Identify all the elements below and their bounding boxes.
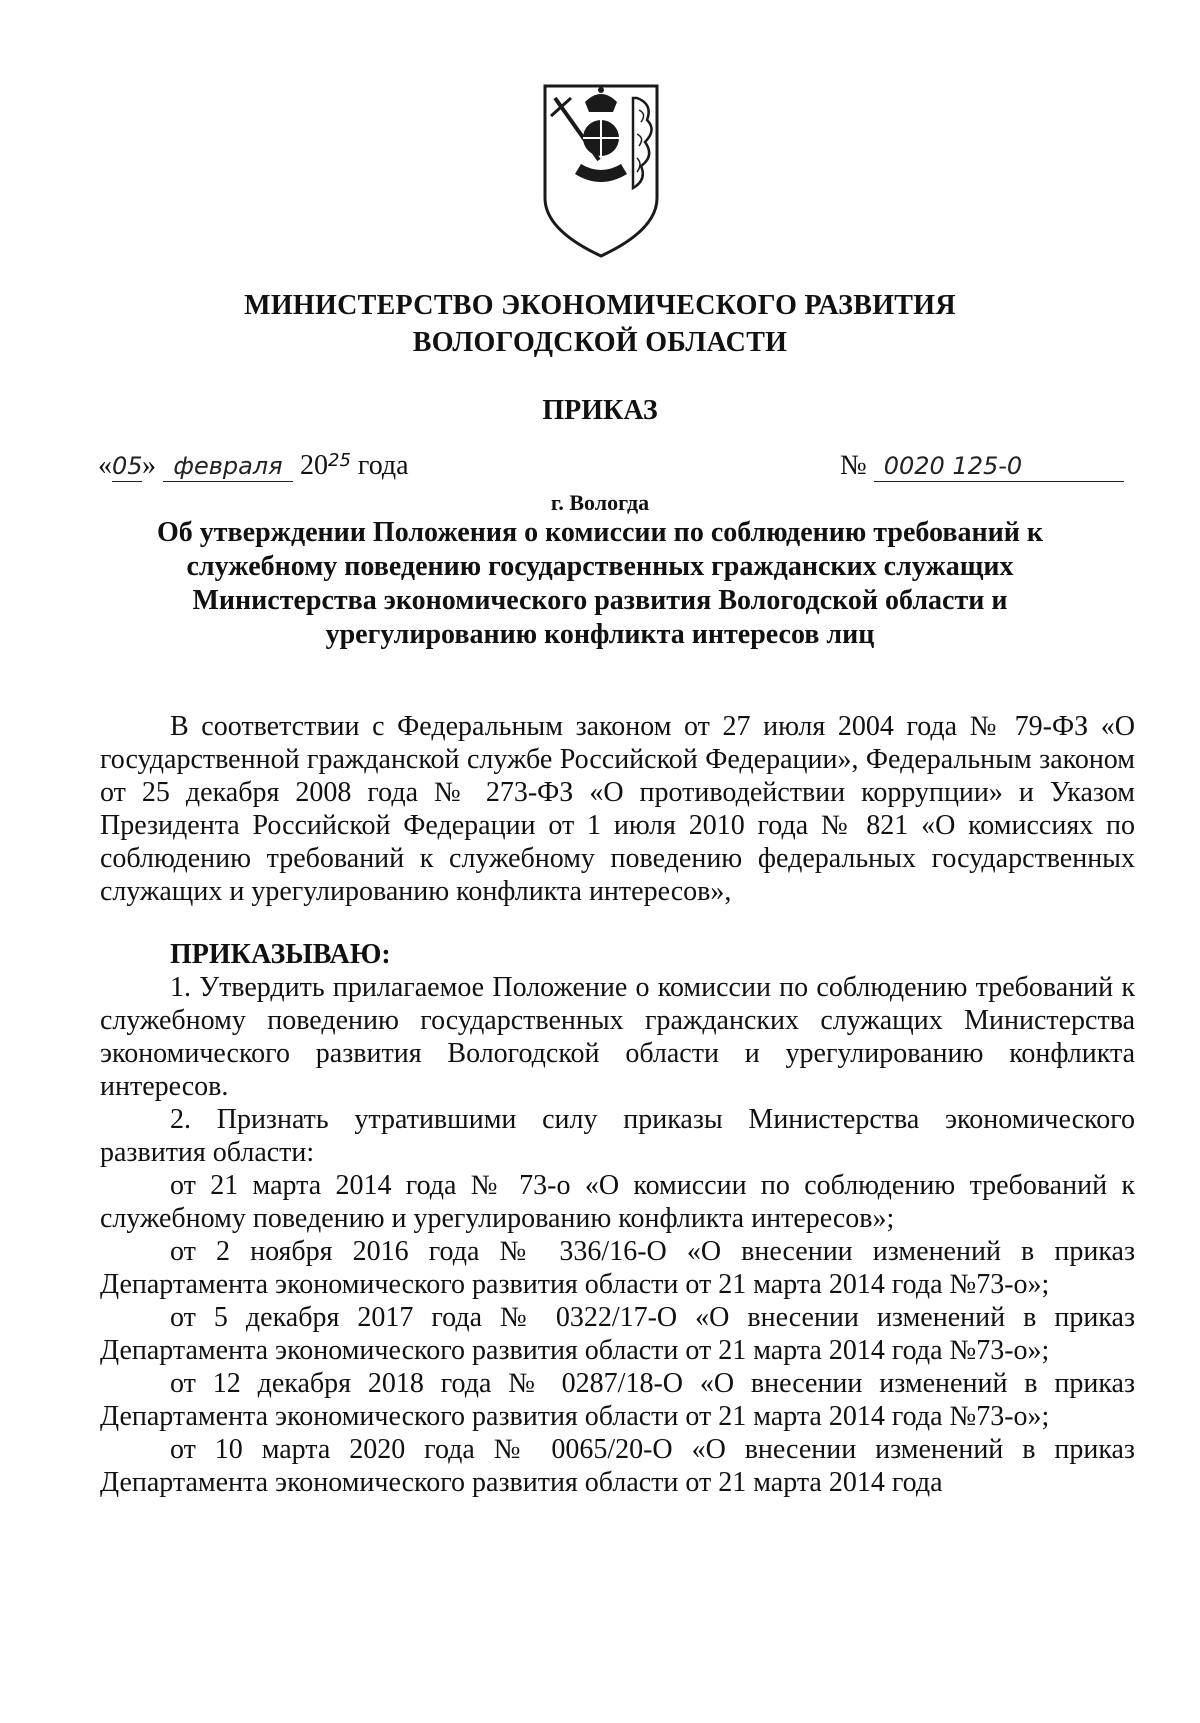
date-year-word: года <box>357 450 409 481</box>
order-date <box>98 450 409 482</box>
open-quote: « <box>98 450 112 481</box>
repealed-order: от 5 декабря 2017 года № 0322/17-О «О внесении изменений в приказ Департамента экономического развития области от 21 марта 2014 года №73-о»; <box>100 1302 1135 1366</box>
date-month: февраля <box>163 451 293 482</box>
order-item-2: 2. Признать утратившими силу приказы Министерства экономического развития области: <box>100 1104 1135 1168</box>
close-quote: » <box>142 450 156 481</box>
date-year-prefix: 20 <box>300 450 328 481</box>
date-year-suffix: 25 <box>328 450 351 471</box>
order-item-1: 1. Утвердить прилагаемое Положение о комиссии по соблюдению требований к служебному поведению государственных гражданских служащих Министерства экономического развития Вологодской области и урегулированию конфликта интересов. <box>100 972 1135 1102</box>
order-number <box>840 450 1124 482</box>
preamble-block <box>100 710 1135 908</box>
document-title: Об утверждении Положения о комиссии по соблюдению требований к служебному поведению государственных гражданских служащих Министерства экономического развития Вологодской области и урегулированию конфликта интересов лиц <box>156 517 1043 650</box>
document-type: ПРИКАЗ <box>542 395 658 426</box>
order-block <box>100 938 1135 1499</box>
order-number-value: 0020 125-0 <box>874 451 1124 482</box>
repealed-order: от 2 ноября 2016 года № 336/16-О «О внесении изменений в приказ Департамента экономического развития области от 21 марта 2014 года №73-о»; <box>100 1236 1135 1300</box>
date-day: 05 <box>112 452 143 480</box>
order-heading: ПРИКАЗЫВАЮ: <box>170 939 391 970</box>
repealed-order: от 10 марта 2020 года № 0065/20-О «О внесении изменений в приказ Департамента экономического развития области от 21 марта 2014 года <box>100 1434 1135 1498</box>
number-sign: № <box>840 450 867 481</box>
repealed-order: от 12 декабря 2018 года № 0287/18-О «О внесении изменений в приказ Департамента экономического развития области от 21 марта 2014 года №73-о»; <box>100 1368 1135 1432</box>
preamble: В соответствии с Федеральным законом от 27 июля 2004 года № 79-ФЗ «О государственной гражданской службе Российской Федерации», Федеральным законом от 25 декабря 2008 года № 273-ФЗ «О противодействии коррупции» и Указом Президента Российской Федерации от 1 июля 2010 года № 821 «О комиссиях по соблюдению требований к служебному поведению федеральных государственных служащих и урегулированию конфликта интересов», <box>100 711 1135 907</box>
org-name-line2: ВОЛОГОДСКОЙ ОБЛАСТИ <box>412 327 788 358</box>
date-number-line <box>98 450 1138 494</box>
repealed-order: от 21 марта 2014 года № 73-о «О комиссии по соблюдению требований к служебному поведению и урегулированию конфликта интересов»; <box>100 1170 1135 1234</box>
coat-of-arms-icon <box>541 80 661 260</box>
org-name-line1: МИНИСТЕРСТВО ЭКОНОМИЧЕСКОГО РАЗВИТИЯ <box>244 290 956 321</box>
city: г. Вологда <box>550 490 650 515</box>
